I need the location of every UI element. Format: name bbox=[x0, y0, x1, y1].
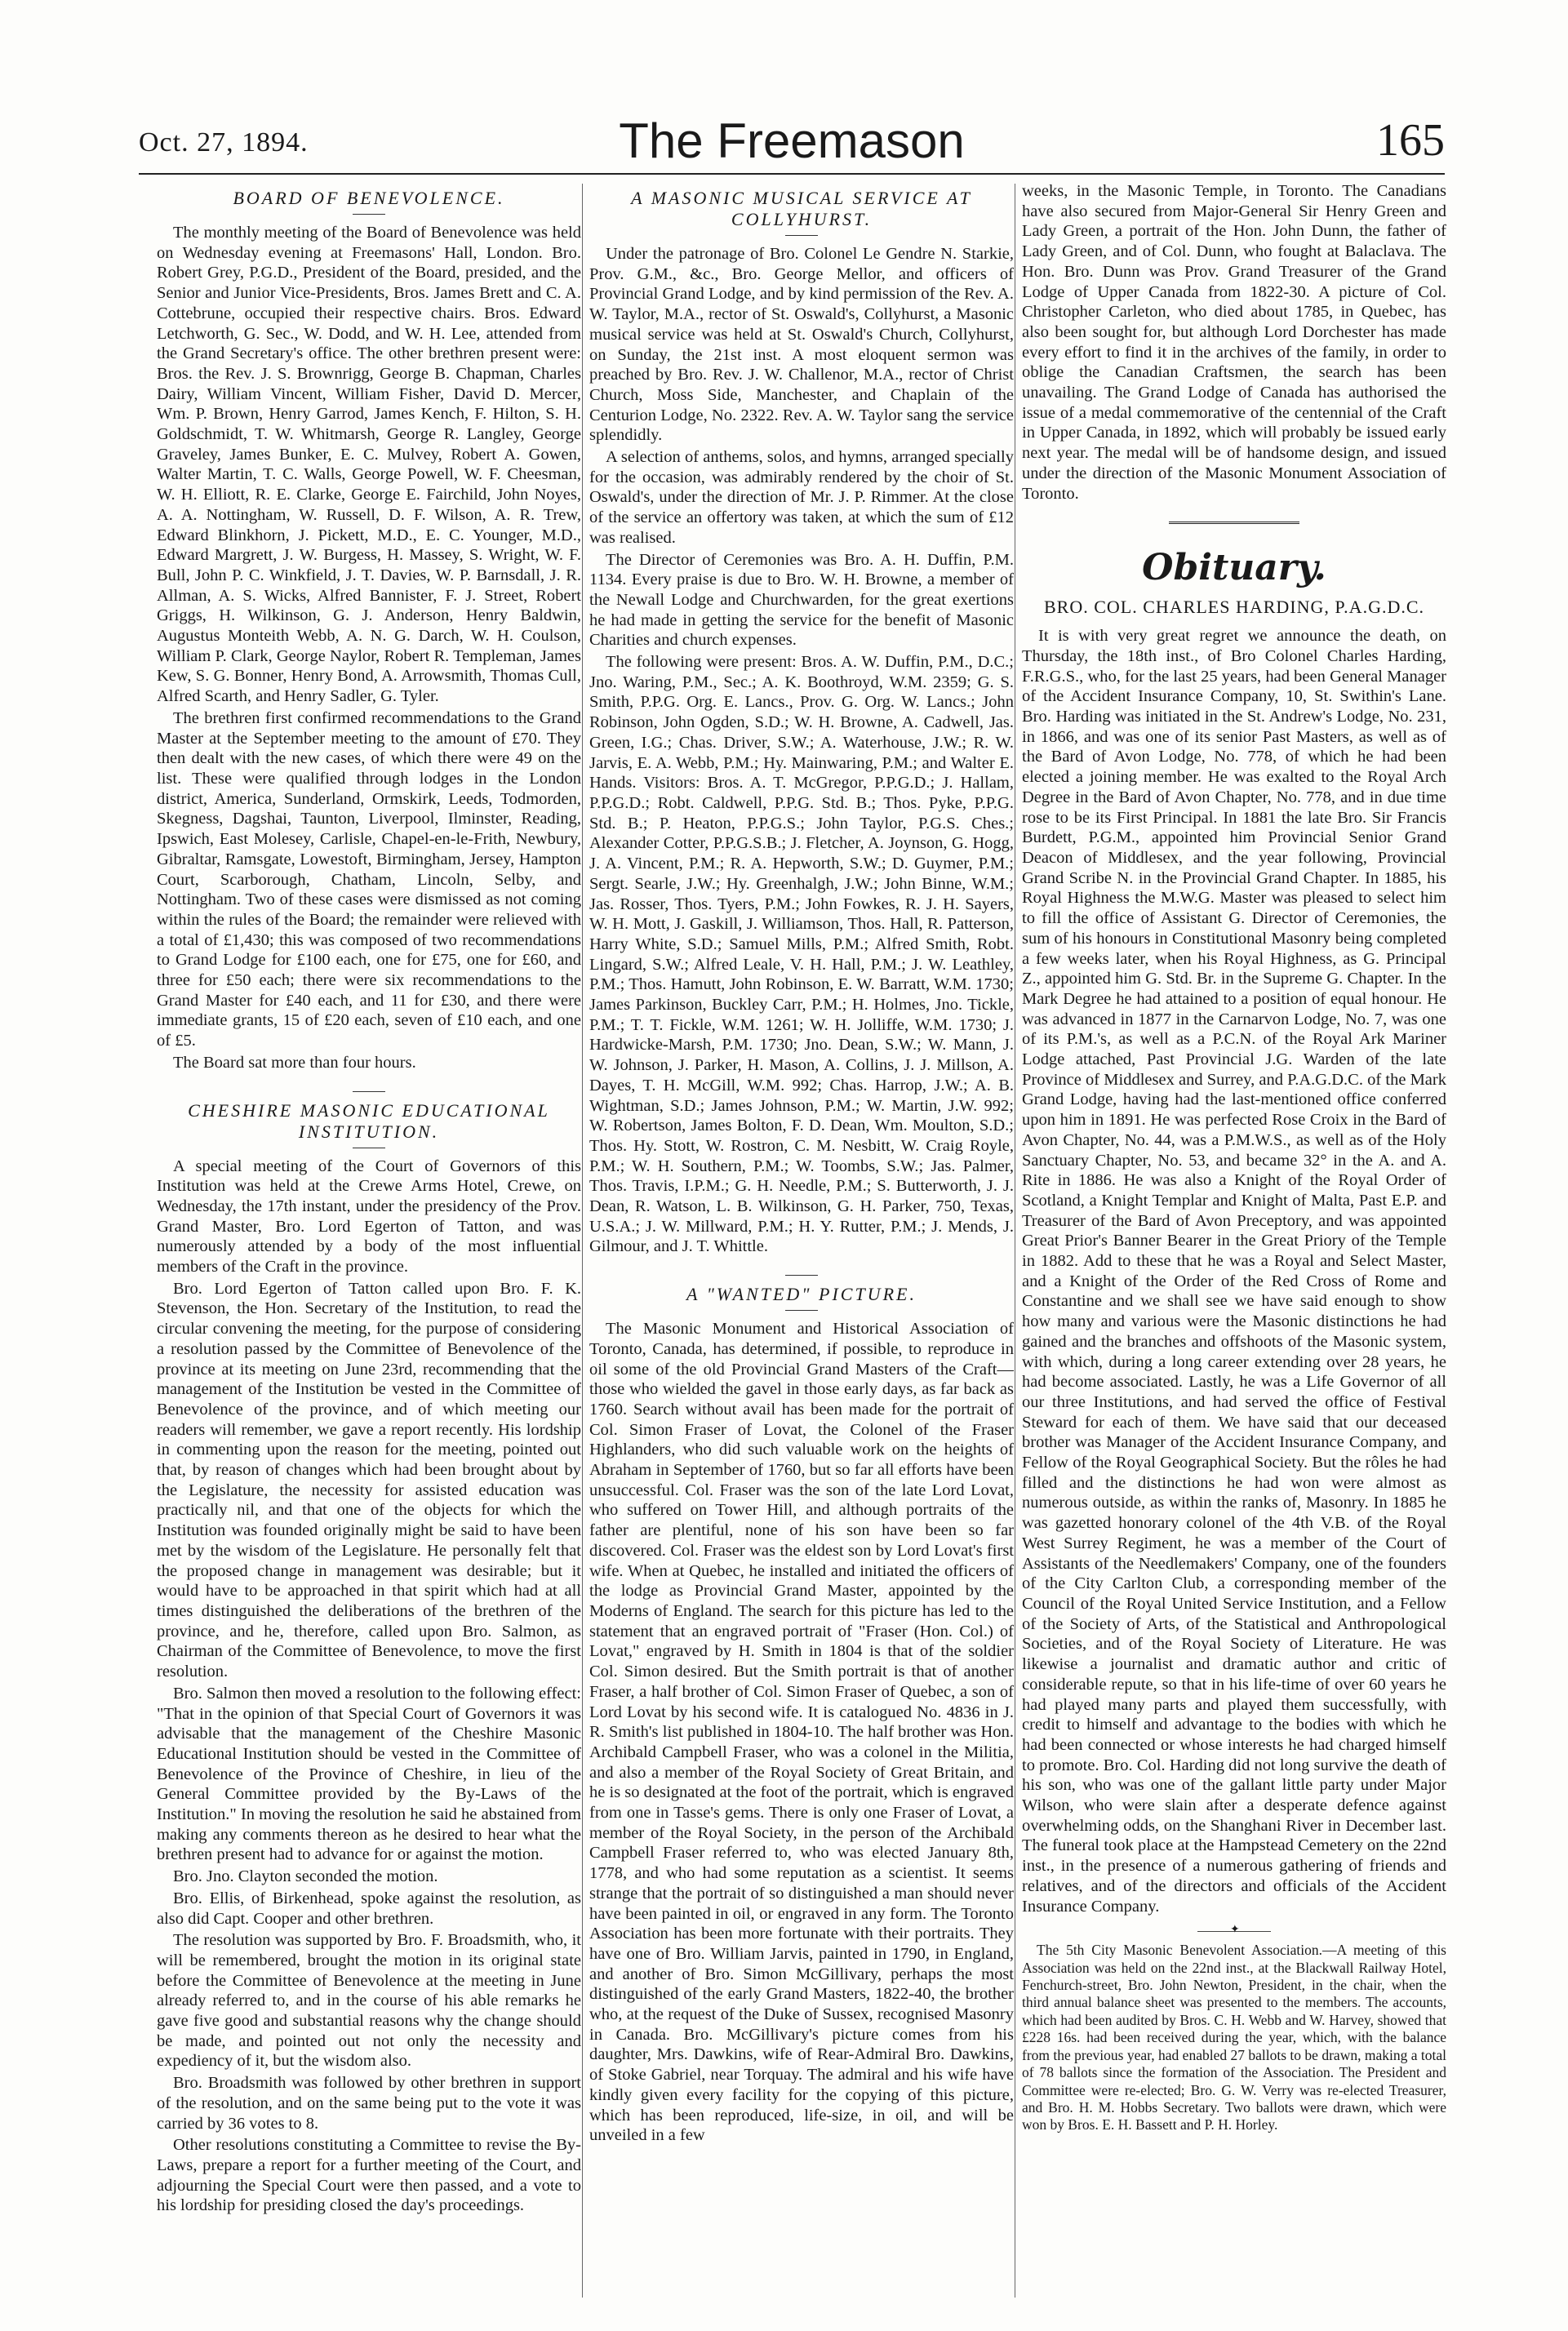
wanted-paragraph-continued: weeks, in the Masonic Temple, in Toronto. The Canadians have also secured from Major-General Sir Henry Green and Lady Green, a portrait of the Hon. John Dunn, the father of Lady Green, and of Col. Dunn, who fought at Balaclava. The Hon. Bro. Dunn was Prov. Grand Treasurer of the Grand Lodge of Upper Canada from 1822-30. A picture of Col. Christopher Carleton, who died about 1785, in Quebec, has also been sought for, but although Lord Dorchester has made every effort to find it in the archives of the family, in order to oblige the Canadian Craftsmen, the search has been unavailing. The Grand Lodge of Canada has authorised the issue of a medal commemorative of the centennial of the Craft in Upper Canada, in 1892, which will probably be issued early next year. The medal will be of handsome design, and issued under the direction of the Masonic Monument Association of Toronto. bbox=[1022, 182, 1446, 503]
section-rule bbox=[353, 1091, 385, 1092]
column-1 bbox=[157, 181, 581, 2303]
board-paragraph: The monthly meeting of the Board of Benevolence was held on Wednesday evening at Freemasons' Hall, London. Bro. Robert Grey, P.G.D., President of the Board, presided, and the Senior and Junior Vice-Presidents, Bros. James Brett and C. A. Cottebrune, occupied their respective chairs. Bros. Edward Letchworth, G. Sec., W. Dodd, and W. H. Lee, attended from the Grand Secretary's office. The other brethren present were: Bros. the Rev. J. S. Brownrigg, George B. Chapman, Charles Dairy, William Vincent, William Fisher, David D. Mercer, Wm. P. Brown, Henry Garrod, James Kench, F. Hilton, S. H. Goldschmidt, T. W. Whitmarsh, George R. Langley, George Graveley, James Bunker, E. C. Mulvey, Robert A. Gowen, Walter Martin, T. C. Walls, George Powell, W. F. Cheesman, W. H. Elliott, R. E. Clarke, George E. Fairchild, John Noyes, A. A. Nottingham, W. Russell, D. F. Wilson, A. R. Trew, Edward Blinkhorn, J. Pickett, M.D., E. C. Younger, M.D., Edward Margrett, J. W. Burgess, H. Massey, S. Wright, W. F. Bull, John P. C. Winkfield, J. T. Davies, W. P. Barnsdall, J. R. Allman, A. S. Wicks, Alfred Bannister, F. J. Street, Robert Griggs, H. Wilkinson, G. J. Anderson, Henry Baldwin, Augustus Monteith Webb, A. N. G. Darch, W. H. Coulson, William P. Clark, George Naylor, Robert R. Templeman, James Kew, S. G. Bonner, Henry Bond, A. Arrowsmith, Thomas Cull, Alfred Scarth, and Henry Sadler, G. Tyler. bbox=[157, 224, 581, 706]
wanted-heading: A "WANTED" PICTURE. bbox=[686, 1284, 917, 1305]
cheshire-subheading: INSTITUTION. bbox=[298, 1121, 440, 1142]
board-paragraph: The Board sat more than four hours. bbox=[173, 1053, 416, 1072]
issue-date: Oct. 27, 1894. bbox=[139, 127, 309, 158]
musical-subheading: COLLYHURST. bbox=[731, 209, 873, 229]
fifth-city-paragraph: The 5th City Masonic Benevolent Association.—A meeting of this Association was held on the 22nd inst., at the Blackwall Railway Hotel, Fenchurch-street, Bro. John Newton, President, in the chair, when the third annual balance sheet was presented to the members. The accounts, which had been audited by Bros. C. H. Webb and W. Harvey, showed that £228 16s. had been received during the year, which, with the balance from the previous year, had enabled 27 ballots to be drawn, making a total of 78 ballots since the formation of the Association. The President and Committee were re-elected; Bro. G. W. Verry was re-elected Treasurer, and Bro. H. M. Hobbs Secretary. Two ballots were drawn, which were won by Bros. E. H. Bassett and P. H. Horley. bbox=[1022, 1942, 1446, 2133]
musical-paragraph: The following were present: Bros. A. W. Duffin, P.M., D.C.; Jno. Waring, P.M., Sec.; A. K. Boothroyd, W.M. 2359; G. S. Smith, P.P.G. Org. E. Lancs., Prov. G. Org. W. Lancs.; John Robinson, John Ogden, S.D.; W. H. Browne, A. Cadwell, Jas. Green, I.G.; Chas. Driver, S.W.; A. Waterhouse, J.W.; R. W. Jarvis, E. A. Webb, P.M.; Hy. Mainwaring, P.M.; and Walter E. Hands. Visitors: Bros. A. T. McGregor, P.P.G.D.; J. Hallam, P.P.G.D.; Robt. Caldwell, P.P.G. Std. B.; Thos. Pyke, P.P.G. Std. B.; P. Heaton, P.P.G.S.; John Taylor, P.G.S. Ches.; Alexander Cotter, P.P.G.S.B.; J. Fletcher, A. Joynson, G. Hogg, J. A. Vincent, P.M.; R. A. Hepworth, S.W.; D. Guymer, P.M.; Sergt. Searle, J.W.; Hy. Greenhalgh, J.W.; John Binne, W.M.; Jas. Rosser, Thos. Tyers, P.M.; John Fowkes, R. J. H. Sayers, W. H. Mott, J. Gaskill, J. Williamson, Thos. Hall, R. Patterson, Harry White, S.D.; Samuel Mills, P.M.; Alfred Smith, Robt. Lingard, S.W.; Alfred Leale, V. H. Hall, P.M.; J. W. Leathley, P.M.; Thos. Hamutt, John Robinson, E. W. Barratt, W.M. 1730; James Parkinson, Buckley Carr, P.M.; H. Holmes, Jno. Tickle, P.M.; T. T. Fickle, W.M. 1261; W. H. Jolliffe, W.M. 1730; J. Hardwicke-Marsh, P.M. 1730; Jno. Dean, S.W.; W. Mann, J. W. Johnson, J. Parker, H. Mason, A. Collins, J. J. Millson, A. Dayes, T. H. McGill, W.M. 992; Chas. Harrop, J.W.; A. B. Wightman, S.D.; James Johnson, P.M.; W. Martin, J.W. 992; W. Robertson, James Bolton, F. D. Dean, Wm. Moulton, S.D.; Thos. Hy. Stott, W. Rostron, C. M. Nesbitt, W. Craig Royle, P.M.; W. H. Southern, P.M.; W. Toombs, S.W.; Jas. Palmer, Thos. Travis, I.P.M.; G. H. Needle, P.M.; S. Butterworth, J. J. Dean, R. Watson, L. B. Wilkinson, G. H. Parker, 750, Texas, U.S.A.; J. W. Millward, P.M.; H. Y. Rutter, P.M.; J. Mends, J. Gilmour, and J. T. Whittle. bbox=[589, 653, 1014, 1256]
column-2 bbox=[589, 181, 1014, 2303]
ornament-icon: ✦ bbox=[1230, 1924, 1240, 1937]
masthead bbox=[139, 113, 1445, 170]
column-divider bbox=[582, 184, 583, 2298]
page-number: 165 bbox=[1376, 115, 1445, 166]
cheshire-paragraph: Bro. Salmon then moved a resolution to the following effect: "That in the opinion of that Special Court of Governors it was advisable that the management of the Cheshire Masonic Educational Institution should be vested in the Committee of Benevolence of the Province of Cheshire, in lieu of the General Committee provided by the By-Laws of the Institution." In moving the resolution he said he abstained from making any comments thereon as he desired to hear what the brethren present had to advance for or against the motion. bbox=[157, 1684, 581, 1864]
obituary-subheading: BRO. COL. CHARLES HARDING, P.A.G.D.C. bbox=[1043, 597, 1425, 618]
section-divider bbox=[1197, 1924, 1271, 1937]
wanted-paragraph: The Masonic Monument and Historical Association of Toronto, Canada, has determined, if possible, to reproduce in oil some of the old Provincial Grand Masters of the Craft—those who wielded the gavel in those early days, as far back as 1760. Search without avail has been made for the portrait of Col. Simon Fraser of Lovat, the Colonel of the Fraser Highlanders, who did such valuable work on the heights of Abraham in September of 1760, but so far all efforts have been unsuccessful. Col. Fraser was the son of the late Lord Lovat, who suffered on Tower Hill, and although portraits of the father are plentiful, none of his son have been so far discovered. Col. Fraser was the eldest son by Lord Lovat's first wife. When at Quebec, he installed and initiated the officers of the lodge as Provincial Grand Master, appointed by the Moderns of England. The search for this picture has led to the statement that an engraved portrait of "Fraser (Hon. Col.) of Lovat," engraved by H. Smith in 1804 is that of the soldier Col. Simon desired. But the Smith portrait is that of another Fraser, a half brother of Col. Simon Fraser of Quebec, a son of Lord Lovat by his second wife. It is catalogued No. 4836 in J. R. Smith's list published in 1804-10. The half brother was Hon. Archibald Campbell Fraser, who was a colonel in the Militia, and also a member of the Royal Society of Great Britain, and he is so designated at the foot of the portrait, which is engraved from one in Tasse's gems. There is only one Fraser of Lovat, a member of the Royal Society, in the person of the Archibald Campbell Fraser referred to, who was elected January 8th, 1778, and who had some reputation as a scientist. It seems strange that the portrait of so distinguished a man should never have been painted in oil, or engraved in any form. The Toronto Association has been more fortunate with their portraits. They have one of Bro. William Jarvis, painted in 1790, in England, and another of Bro. Simon McGillivary, perhaps the most distinguished of the early Grand Masters, 1822-40, the brother who, at the request of the Duke of Sussex, recognised Masonry in Canada. Bro. McGillivary's picture comes from his daughter, Mrs. Dawkins, wife of Rear-Admiral Bro. Dawkins, of Stoke Gabriel, near Torquay. The admiral and his wife have kindly given every facility for the copying of this picture, which has been reproduced, life-size, in oil, and will be unveiled in a few bbox=[589, 1320, 1014, 2145]
musical-heading: A MASONIC MUSICAL SERVICE AT bbox=[631, 188, 972, 208]
musical-paragraph: Under the patronage of Bro. Colonel Le Gendre N. Starkie, Prov. G.M., &c., Bro. George Mellor, and officers of Provincial Grand Lodge, and by kind permission of the Rev. A. W. Taylor, M.A., rector of St. Oswald's, Collyhurst, a Masonic musical service was held at St. Oswald's Church, Collyhurst, on Sunday, the 21st inst. A most eloquent sermon was preached by Bro. Rev. J. W. Challenor, M.A., rector of Christ Church, Moss Side, Manchester, and Chaplain of the Centurion Lodge, No. 2322. Rev. A. W. Taylor sang the service splendidly. bbox=[589, 245, 1014, 445]
section-rule bbox=[785, 1275, 818, 1276]
section-rule bbox=[1169, 522, 1299, 527]
cheshire-heading: CHESHIRE MASONIC EDUCATIONAL bbox=[188, 1099, 550, 1121]
cheshire-paragraph: Other resolutions constituting a Committee to revise the By-Laws, prepare a report for a further meeting of the Court, and adjourning the Special Court were then passed, and a vote to his lordship for presiding closed the day's proceedings. bbox=[157, 2136, 581, 2215]
musical-paragraph: The Director of Ceremonies was Bro. A. H. Duffin, P.M. 1134. Every praise is due to Bro. W. H. Browne, a member of the Newall Lodge and Churchwarden, for the great exertions he had made in getting the service for the benefit of Masonic Charities and church expenses. bbox=[589, 550, 1014, 650]
cheshire-paragraph: The resolution was supported by Bro. F. Broadsmith, who, it will be remembered, brought the motion in its original state before the Committee of Benevolence at the meeting in June already referred to, and in the course of his able remarks he gave five good and substantial reasons why the change should be made, and pointed out not only the necessity and expediency of it, but the wisdom also. bbox=[157, 1931, 581, 2071]
cheshire-paragraph: A special meeting of the Court of Governors of this Institution was held at the Crewe Arms Hotel, Crewe, on Wednesday, the 17th instant, under the presidency of the Prov. Grand Master, Bro. Lord Egerton of Tatton, and was numerously attended by a body of the most influential members of the Craft in the province. bbox=[157, 1157, 581, 1276]
obituary-paragraph: It is with very great regret we announce the death, on Thursday, the 18th inst., of Bro Colonel Charles Harding, F.R.G.S., who, for the last 25 years, had been General Manager of the Accident Insurance Company, 10, St. Swithin's Lane. Bro. Harding was initiated in the St. Andrew's Lodge, No. 231, in 1866, and was one of its senior Past Masters, as well as of the Bard of Avon Lodge, No. 778, of which he had been elected a joining member. He was exalted to the Royal Arch Degree in the Bard of Avon Chapter, No. 778, and in due time rose to be its First Principal. In 1881 the late Bro. Sir Francis Burdett, P.G.M., appointed him Provincial Senior Grand Deacon of Middlesex, and the year following, Provincial Grand Scribe N. in the Provincial Grand Chapter. In 1885, his Royal Highness the M.W.G. Master was pleased to select him to fill the office of Assistant G. Director of Ceremonies, the sum of his honours in Constitutional Masonry being completed a few weeks later, when his Royal Highness, as G. Principal Z., appointed him G. Std. Br. in the Supreme G. Chapter. In the Mark Degree he had attained to a position of equal honour. He was advanced in 1877 in the Carnarvon Lodge, No. 7, was one of its P.M.'s, as well as a P.C.N. of the Royal Ark Mariner Lodge attached, Past Provincial J.G. Warden of the late Province of Middlesex and Surrey, and P.A.G.D.C. of the Mark Grand Lodge, having had the last-mentioned office conferred upon him in 1891. He was perfected Rose Croix in the Bard of Avon Chapter, No. 44, was a P.M.W.S., as well as of the Holy Sanctuary Chapter, No. 53, and became 32° in the A. and A. Rite in 1886. He was also a Knight of the Royal Order of Scotland, a Knight Templar and Knight of Malta, Past E.P. and Treasurer of the Bard of Avon Preceptory, and was appointed Great Prior's Banner Bearer in the Great Priory of the Temple in 1882. Add to these that he was a Royal and Select Master, and a Knight of the Order of the Red Cross of Rome and Constantine and we shall see we have said enough to show how many and various were the Masonic distinctions he had gained and the branches and offshoots of the Masonic system, with which, during a long career extending over 28 years, he had become associated. Lastly, he was a Life Governor of all our three Institutions, and had served the office of Festival Steward for each of them. We have said that our deceased brother was Manager of the Accident Insurance Company, and Fellow of the Royal Geographical Society. But the rôles he had filled and the distinctions he had won were almost as numerous outside, as within the ranks of, Masonry. In 1885 he was gazetted honorary colonel of the 4th V.B. of the Royal West Surrey Regiment, he was a member of the Court of Assistants of the Needlemakers' Company, one of the founders of the City Carlton Club, a corresponding member of the Council of the Royal United Service Institution, and a Fellow of the Society of Arts, of the Statistical and Anthropological Societies, and of the Royal Society of Literature. He was likewise a journalist and dramatic author and critic of considerable repute, so that in his life-time of over 60 years he had played many parts and played them successfully, with credit to himself and advantage to the bodies with which he had been connected or whose interests he had charged himself to promote. Bro. Col. Harding did not long survive the death of his son, who was one of the gallant little party under Major Wilson, who were slain after a desperate defence against overwhelming odds, on the Shanghani River in December last. The funeral took place at the Hampstead Cemetery on the 22nd inst., in the presence of a numerous gathering of friends and relatives, and of the directors and officials of the Accident Insurance Company. bbox=[1022, 627, 1446, 1916]
obituary-heading: Obituary. bbox=[1142, 547, 1326, 589]
musical-paragraph: A selection of anthems, solos, and hymns, arranged specially for the occasion, was admirably rendered by the choir of St. Oswald's, under the direction of Mr. J. P. Rimmer. At the close of the service an offertory was taken, at which the sum of £12 was realised. bbox=[589, 448, 1014, 547]
column-3 bbox=[1022, 181, 1446, 2303]
cheshire-paragraph: Bro. Lord Egerton of Tatton called upon Bro. F. K. Stevenson, the Hon. Secretary of the Institution, to read the circular convening the meeting, for the purpose of considering a resolution passed by the Committee of Benevolence of the province at its meeting on June 23rd, recommending that the management of the Institution be vested in the Committee of Benevolence of the province, and of which meeting our readers will remember, we gave a report recently. His lordship in commenting upon the reason for the meeting, pointed out that, by reason of changes which had been brought about by the Legislature, the necessity for assisted education was practically nil, and that one of the objects for which the Institution was founded originally might be said to have been met by the wisdom of the Legislature. He personally felt that the proposed change in management was desirable; but it would have to be approached in that spirit which had at all times distinguished the deliberations of the brethren of the province, and he, therefore, called upon Bro. Salmon, as Chairman of the Committee of Benevolence, to move the first resolution. bbox=[157, 1279, 581, 1681]
board-heading: BOARD OF BENEVOLENCE. bbox=[233, 188, 505, 208]
section-rule bbox=[785, 235, 818, 236]
cheshire-paragraph: Bro. Jno. Clayton seconded the motion. bbox=[173, 1867, 438, 1886]
board-paragraph: The brethren first confirmed recommendations to the Grand Master at the September meeting to the amount of £70. They then dealt with the new cases, of which there were 49 on the list. These were qualified through lodges in the London district, America, Sunderland, Ormskirk, Leeds, Todmorden, Skegness, Dagshai, Taunton, Liverpool, Ilminster, Reading, Ipswich, East Molesey, Carlisle, Chapel-en-le-Frith, Newbury, Gibraltar, Ramsgate, Lowestoft, Birmingham, Jersey, Hampton Court, Scarborough, Chatham, Lincoln, Selby, and Nottingham. Two of these cases were dismissed as not coming within the rules of the Board; the remainder were relieved with a total of £1,430; this was composed of two recommendations to Grand Lodge for £100 each, one for £75, one for £60, and three for £50 each; there were six recommendations to the Grand Master for £40 each, and 11 for £30, and there were immediate grants, 15 of £20 each, seven of £10 each, and one of £5. bbox=[157, 708, 581, 1050]
section-rule bbox=[353, 214, 385, 215]
paper-title: The Freemason bbox=[619, 113, 965, 168]
cheshire-paragraph: Bro. Broadsmith was followed by other brethren in support of the resolution, and on the same being put to the vote it was carried by 36 votes to 8. bbox=[157, 2074, 581, 2133]
header-rule bbox=[139, 173, 1445, 175]
cheshire-paragraph: Bro. Ellis, of Birkenhead, spoke against the resolution, as also did Capt. Cooper and other brethren. bbox=[157, 1889, 581, 1928]
section-rule bbox=[785, 1310, 818, 1311]
